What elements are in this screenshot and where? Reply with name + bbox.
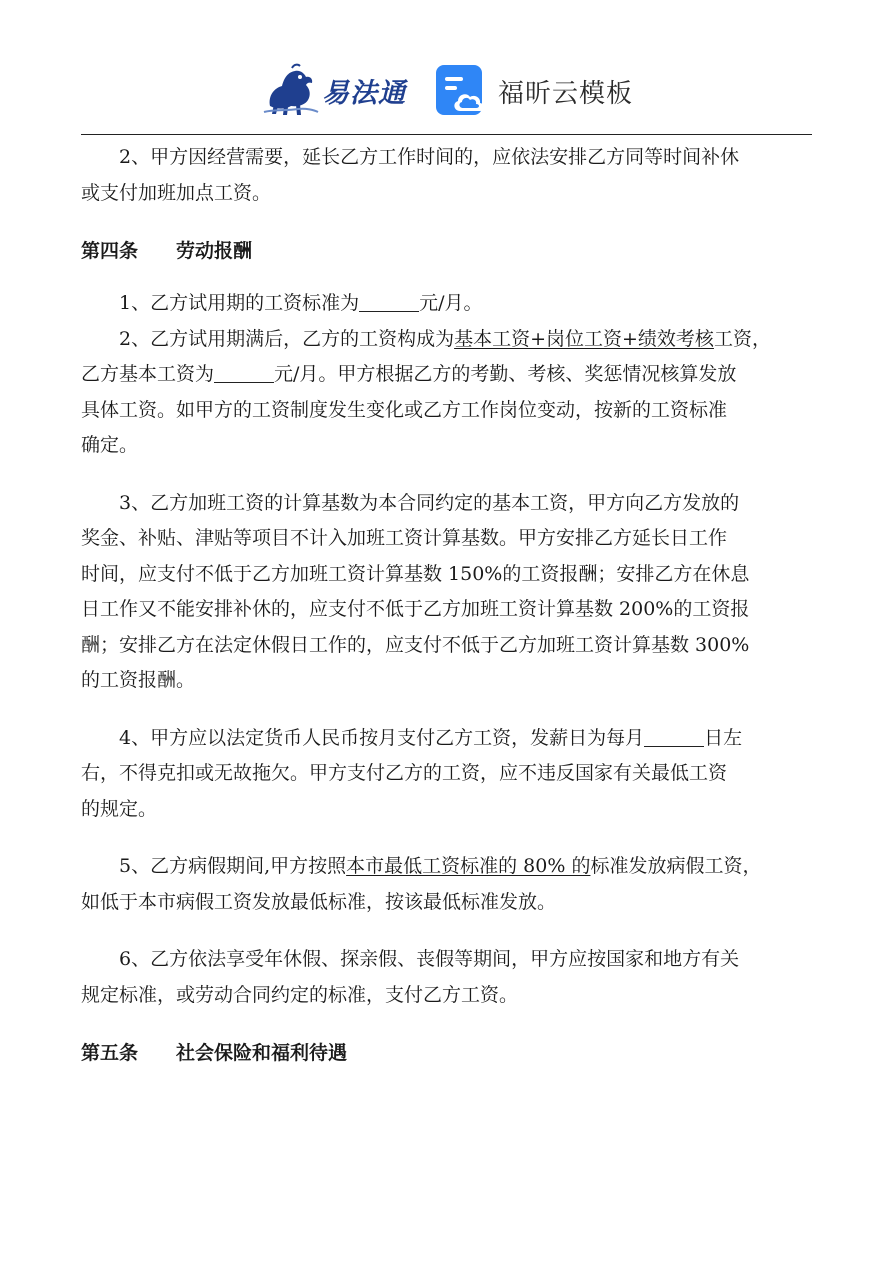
- paragraph-text: 的规定。: [81, 797, 158, 820]
- paragraph-text: 的工资报酬。: [81, 669, 196, 691]
- paragraph-line: [81, 322, 821, 358]
- paragraph-text: 规定标准，或劳动合同约定的标准，支付乙方工资。: [81, 983, 519, 1006]
- paragraph-text: 或支付加班加点工资。: [81, 181, 272, 204]
- qilin-icon: [262, 62, 320, 118]
- paragraph-line: [81, 286, 821, 322]
- paragraph-text: 确定。: [81, 434, 139, 456]
- logo-right-text: 福昕云模板: [498, 78, 634, 109]
- paragraph-text: 日工作又不能安排补休的，应支付不低于乙方加班工资计算基数 200%的工资报: [81, 598, 750, 620]
- fill-blank: [359, 292, 419, 312]
- text: 元/月。: [419, 292, 483, 314]
- text: 1、乙方试用期的工资标准为: [119, 292, 360, 314]
- logo-left-text: 易法通: [322, 77, 406, 109]
- document-body: [81, 140, 821, 1071]
- paragraph-text: 时间，应支付不低于乙方加班工资计算基数 150%的工资报酬；安排乙方在休息: [81, 562, 750, 585]
- paragraph-line: [81, 721, 821, 757]
- text: 工资，: [713, 327, 771, 350]
- section-heading-5: [81, 1035, 821, 1071]
- yifatong-logo: [262, 62, 412, 118]
- paragraph-line: [81, 357, 821, 393]
- header-divider: [81, 134, 812, 135]
- paragraph-text: 2、甲方因经营需要，延长乙方工作时间的，应依法安排乙方同等时间补休: [119, 146, 740, 168]
- underlined-text: 本市最低工资标准的 80% 的: [346, 855, 591, 877]
- paragraph-text: 右，不得克扣或无故拖欠。甲方支付乙方的工资，应不违反国家有关最低工资: [81, 762, 728, 784]
- paragraph-text: 奖金、补贴、津贴等项目不计入加班工资计算基数。甲方安排乙方延长日工作: [81, 527, 728, 549]
- page-header: [0, 58, 893, 124]
- underlined-text: 基本工资+岗位工资+绩效考核: [454, 327, 714, 350]
- text: 日左: [704, 726, 743, 749]
- section-heading-4: [81, 233, 821, 269]
- paragraph-text: 具体工资。如甲方的工资制度发生变化或乙方工作岗位变动，按新的工资标准: [81, 398, 728, 421]
- paragraph-line: [81, 849, 821, 885]
- section-number: 第五条: [81, 1042, 139, 1064]
- section-number: 第四条: [81, 240, 139, 262]
- text: 5、乙方病假期间,甲方按照: [119, 855, 347, 877]
- section-title: 劳动报酬: [176, 240, 253, 262]
- paragraph-text: 6、乙方依法享受年休假、探亲假、丧假等期间，甲方应按国家和地方有关: [119, 948, 740, 970]
- fill-blank: [644, 727, 704, 747]
- text: 2、乙方试用期满后，乙方的工资构成为: [119, 327, 455, 350]
- text: 标准发放病假工资，: [590, 855, 762, 877]
- paragraph-text: 3、乙方加班工资的计算基数为本合同约定的基本工资，甲方向乙方发放的: [119, 491, 740, 514]
- text: 4、甲方应以法定货币人民币按月支付乙方工资，发薪日为每月: [119, 726, 645, 749]
- paragraph-text: 酬；安排乙方在法定休假日工作的，应支付不低于乙方加班工资计算基数 300%: [81, 633, 750, 656]
- paragraph-text: 如低于本市病假工资发放最低标准，按该最低标准发放。: [81, 890, 557, 913]
- text: 元/月。甲方根据乙方的考勤、考核、奖惩情况核算发放: [274, 363, 737, 385]
- text: 乙方基本工资为: [81, 363, 215, 385]
- cloud-document-icon: [436, 65, 488, 117]
- fill-blank: [214, 363, 274, 383]
- foxit-cloud-template-logo: [436, 64, 633, 118]
- section-title: 社会保险和福利待遇: [176, 1042, 348, 1064]
